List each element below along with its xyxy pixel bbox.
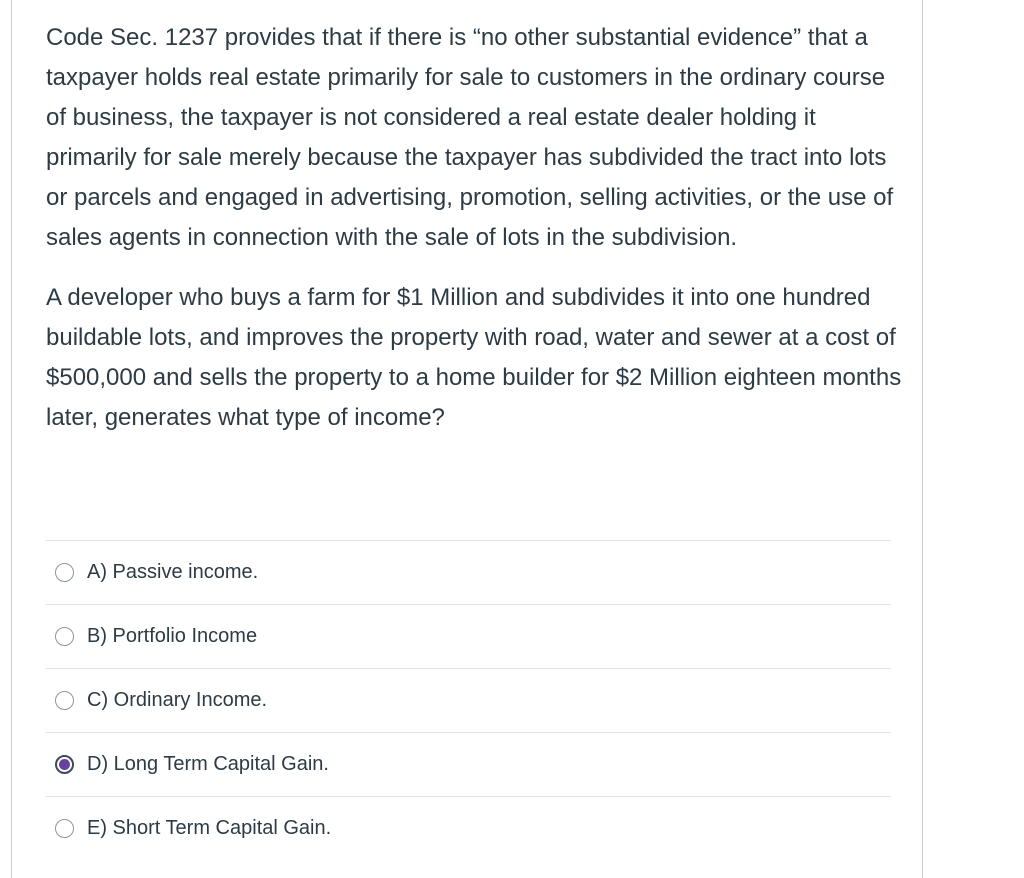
- radio-button[interactable]: [55, 691, 74, 710]
- radio-button[interactable]: [55, 627, 74, 646]
- answer-option-e[interactable]: [46, 797, 891, 860]
- answer-list: [46, 540, 891, 860]
- radio-button-selected[interactable]: [55, 755, 74, 774]
- answer-label: C) Ordinary Income.: [87, 689, 268, 711]
- answer-option-b[interactable]: [46, 605, 891, 669]
- answer-option-a[interactable]: [46, 541, 891, 605]
- answer-option-c[interactable]: [46, 669, 891, 733]
- radio-button[interactable]: [55, 563, 74, 582]
- answer-option-d[interactable]: [46, 733, 891, 797]
- question-paragraph-2: A developer who buys a farm for $1 Million and subdivides it into one hundred buildable lots, and improves the property with road, water and sewer at a cost of $500,000 and sells the property to a home builder for $2 Million eighteen months later, generates what type of income?: [46, 284, 902, 431]
- question-card: [11, 0, 923, 878]
- question-paragraph-1: Code Sec. 1237 provides that if there is “no other substantial evidence” that a taxpayer holds real estate primarily for sale to customers in the ordinary course of business, the taxpayer is not considered a real estate dealer holding it primarily for sale merely because the taxpayer has subdivided the tract into lots or parcels and engaged in advertising, promotion, selling activities, or the use of sales agents in connection with the sale of lots in the subdivision.: [46, 24, 894, 251]
- question-text: [46, 18, 906, 438]
- radio-button[interactable]: [55, 819, 74, 838]
- answer-label: E) Short Term Capital Gain.: [87, 817, 332, 839]
- answer-label: B) Portfolio Income: [87, 625, 258, 647]
- answer-label: A) Passive income.: [87, 561, 259, 583]
- answer-label: D) Long Term Capital Gain.: [87, 753, 329, 775]
